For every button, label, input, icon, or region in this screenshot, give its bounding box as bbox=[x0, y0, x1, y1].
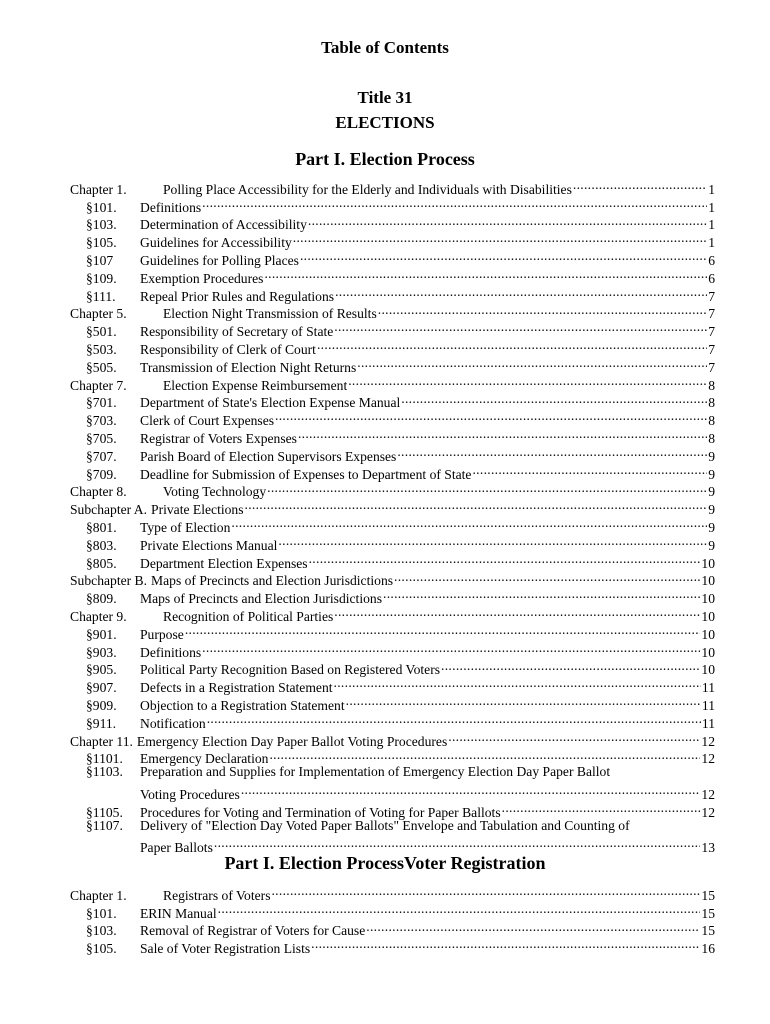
dot-leader bbox=[263, 265, 707, 283]
part-heading: Part I. Election Process bbox=[295, 149, 475, 169]
page-number: 9 bbox=[708, 519, 715, 535]
page-number: 1 bbox=[708, 235, 715, 251]
dot-leader bbox=[356, 354, 707, 372]
entry-label: Chapter 7. bbox=[70, 377, 127, 393]
dot-leader bbox=[292, 229, 707, 247]
entry-title: Polling Place Accessibility for the Elderly and Individuals with Disabilities bbox=[163, 181, 572, 197]
page-number: 7 bbox=[708, 324, 715, 340]
dot-leader bbox=[501, 799, 701, 817]
entry-title: Sale of Voter Registration Lists bbox=[140, 941, 311, 957]
entry-title: Emergency Declaration bbox=[140, 751, 269, 767]
dot-leader bbox=[345, 692, 701, 710]
dot-leader bbox=[572, 176, 707, 194]
dot-leader bbox=[307, 212, 707, 230]
entry-label: §805. bbox=[86, 555, 117, 571]
entry-title: Definitions bbox=[140, 644, 202, 660]
entry-label: §707. bbox=[86, 448, 117, 464]
page-number: 12 bbox=[701, 804, 715, 820]
entry-title: Recognition of Political Parties bbox=[163, 608, 334, 624]
page-number: 6 bbox=[708, 270, 715, 286]
entry-title: Transmission of Election Night Returns bbox=[140, 359, 357, 375]
dot-leader bbox=[334, 283, 707, 301]
page-number: 11 bbox=[701, 715, 715, 731]
dot-leader bbox=[396, 443, 707, 461]
page-number: 9 bbox=[708, 466, 715, 482]
entry-label: §803. bbox=[86, 537, 117, 553]
entry-title: Notification bbox=[140, 715, 206, 731]
toc-section-entry bbox=[70, 763, 715, 781]
entry-title: ERIN Manual bbox=[140, 905, 217, 921]
dot-leader bbox=[217, 900, 701, 918]
dot-leader bbox=[308, 550, 701, 568]
entry-title: Department Election Expenses bbox=[140, 555, 308, 571]
entry-title: Registrars of Voters bbox=[163, 887, 271, 903]
entry-label: Chapter 9. bbox=[70, 608, 127, 624]
page-number: 12 bbox=[701, 786, 715, 802]
entry-label: §105. bbox=[86, 235, 117, 251]
entry-title: Department of State's Election Expense Manual bbox=[140, 395, 401, 411]
page-number: 13 bbox=[701, 840, 715, 856]
entry-title: Election Night Transmission of Results bbox=[163, 306, 377, 322]
dot-leader bbox=[393, 568, 700, 586]
entry-label: §501. bbox=[86, 324, 117, 340]
entry-title: Preparation and Supplies for Implementation of Emergency Election Day Paper Ballot bbox=[140, 764, 611, 780]
entry-label: §1103. bbox=[86, 764, 123, 780]
entry-title: Guidelines for Polling Places bbox=[140, 252, 299, 268]
dot-leader bbox=[270, 882, 700, 900]
toc-section-entry-continuation bbox=[70, 781, 715, 802]
entry-label: §1101. bbox=[86, 751, 123, 767]
entry-label: §101. bbox=[86, 199, 117, 215]
dot-leader bbox=[447, 728, 700, 746]
toc-heading: Table of Contents bbox=[321, 38, 449, 57]
entry-label: §1105. bbox=[86, 804, 123, 820]
page-number: 8 bbox=[708, 377, 715, 393]
toc-section-entry-continuation bbox=[70, 834, 715, 856]
toc-section-entry bbox=[70, 817, 715, 835]
entry-title: Objection to a Registration Statement bbox=[140, 697, 345, 713]
entry-title: Parish Board of Election Supervisors Expenses bbox=[140, 448, 397, 464]
dot-leader bbox=[299, 247, 707, 265]
page-number: 11 bbox=[701, 697, 715, 713]
entry-label: §503. bbox=[86, 341, 117, 357]
page-number: 10 bbox=[701, 573, 715, 589]
entry-title-continued: Paper Ballots bbox=[140, 840, 213, 856]
entry-title: Voting Technology bbox=[163, 484, 267, 500]
dot-leader bbox=[277, 532, 707, 550]
entry-label: §809. bbox=[86, 591, 117, 607]
table-of-contents-part-2 bbox=[70, 882, 715, 957]
dot-leader bbox=[274, 407, 707, 425]
page-number: 6 bbox=[708, 252, 715, 268]
page-number: 7 bbox=[708, 341, 715, 357]
dot-leader bbox=[266, 479, 707, 497]
page-number: 15 bbox=[701, 887, 715, 903]
page-number: 8 bbox=[708, 413, 715, 429]
dot-leader bbox=[184, 621, 701, 639]
page-number: 8 bbox=[708, 395, 715, 411]
entry-title: Procedures for Voting and Termination of Voting for Paper Ballots bbox=[140, 804, 501, 820]
page-number: 10 bbox=[701, 591, 715, 607]
dot-leader bbox=[377, 301, 707, 319]
entry-title: Private Elections bbox=[151, 502, 244, 518]
entry-title: Determination of Accessibility bbox=[140, 217, 307, 233]
entry-title: Guidelines for Accessibility bbox=[140, 235, 292, 251]
dot-leader bbox=[333, 674, 701, 692]
entry-label: §705. bbox=[86, 430, 117, 446]
entry-label: §901. bbox=[86, 626, 117, 642]
page-number: 1 bbox=[708, 181, 715, 197]
dot-leader bbox=[297, 425, 707, 443]
page-number: 7 bbox=[708, 359, 715, 375]
page-number: 9 bbox=[708, 537, 715, 553]
entry-label: §505. bbox=[86, 359, 117, 375]
entry-title: Definitions bbox=[140, 199, 202, 215]
entry-label: §101. bbox=[86, 905, 117, 921]
dot-leader bbox=[471, 461, 707, 479]
entry-label: §111. bbox=[86, 288, 116, 304]
entry-label: Chapter 11. bbox=[70, 733, 133, 749]
entry-title: Responsibility of Clerk of Court bbox=[140, 341, 316, 357]
dot-leader bbox=[213, 834, 701, 852]
page-number: 7 bbox=[708, 288, 715, 304]
entry-title: Political Party Recognition Based on Registered Voters bbox=[140, 662, 441, 678]
entry-title: Private Elections Manual bbox=[140, 537, 278, 553]
entry-title: Delivery of "Election Day Voted Paper Ballots" Envelope and Tabulation and Counting of bbox=[140, 817, 630, 833]
page-number: 15 bbox=[701, 905, 715, 921]
page-number: 10 bbox=[701, 626, 715, 642]
entry-title: Defects in a Registration Statement bbox=[140, 680, 333, 696]
page-number: 8 bbox=[708, 430, 715, 446]
entry-label: §905. bbox=[86, 662, 117, 678]
entry-label: §107 bbox=[86, 252, 114, 268]
toc-chapter-entry bbox=[70, 882, 715, 903]
entry-title: Purpose bbox=[140, 626, 184, 642]
page-number: 10 bbox=[701, 644, 715, 660]
dot-leader bbox=[333, 603, 700, 621]
dot-leader bbox=[316, 336, 707, 354]
dot-leader bbox=[440, 657, 700, 675]
entry-title-continued: Voting Procedures bbox=[140, 786, 240, 802]
entry-label: §103. bbox=[86, 923, 117, 939]
entry-label: Chapter 8. bbox=[70, 484, 127, 500]
entry-title: Repeal Prior Rules and Regulations bbox=[140, 288, 335, 304]
entry-title: Maps of Precincts and Election Jurisdictions bbox=[151, 573, 394, 589]
dot-leader bbox=[268, 746, 700, 764]
entry-label: §801. bbox=[86, 519, 117, 535]
dot-leader bbox=[347, 372, 707, 390]
entry-title: Election Expense Reimbursement bbox=[163, 377, 348, 393]
page-number: 11 bbox=[701, 680, 715, 696]
page-number: 10 bbox=[701, 662, 715, 678]
page-number: 10 bbox=[701, 555, 715, 571]
page-number: 9 bbox=[708, 448, 715, 464]
page-number: 12 bbox=[701, 751, 715, 767]
dot-leader bbox=[333, 318, 707, 336]
part-heading-2: Part I. Election ProcessVoter Registration bbox=[224, 853, 546, 873]
entry-label: §109. bbox=[86, 270, 117, 286]
entry-title: Responsibility of Secretary of State bbox=[140, 324, 334, 340]
page-number: 9 bbox=[708, 502, 715, 518]
page-number: 1 bbox=[708, 217, 715, 233]
dot-leader bbox=[310, 935, 700, 953]
entry-label: §709. bbox=[86, 466, 117, 482]
entry-label: Chapter 1. bbox=[70, 181, 127, 197]
table-of-contents-part-1 bbox=[70, 176, 715, 856]
entry-label: §907. bbox=[86, 680, 117, 696]
page-number: 15 bbox=[701, 923, 715, 939]
entry-label: §105. bbox=[86, 941, 117, 957]
entry-label: Subchapter B. bbox=[70, 573, 148, 589]
dot-leader bbox=[365, 918, 700, 936]
page-number: 12 bbox=[701, 733, 715, 749]
entry-label: Chapter 1. bbox=[70, 887, 127, 903]
dot-leader bbox=[382, 585, 700, 603]
title-name: ELECTIONS bbox=[335, 113, 435, 132]
entry-label: §703. bbox=[86, 413, 117, 429]
entry-label: §103. bbox=[86, 217, 117, 233]
dot-leader bbox=[240, 781, 701, 799]
entry-title: Type of Election bbox=[140, 519, 231, 535]
entry-label: §911. bbox=[86, 715, 117, 731]
entry-label: Subchapter A. bbox=[70, 502, 148, 518]
page-number: 1 bbox=[708, 199, 715, 215]
page-number: 10 bbox=[701, 608, 715, 624]
dot-leader bbox=[201, 194, 707, 212]
entry-title: Clerk of Court Expenses bbox=[140, 413, 275, 429]
entry-label: §1107. bbox=[86, 817, 123, 833]
dot-leader bbox=[400, 390, 707, 408]
dot-leader bbox=[230, 514, 707, 532]
entry-title: Emergency Election Day Paper Ballot Voting Procedures bbox=[136, 733, 448, 749]
entry-title: Maps of Precincts and Election Jurisdictions bbox=[140, 591, 382, 607]
toc-chapter-entry bbox=[70, 176, 715, 197]
dot-leader bbox=[201, 639, 700, 657]
entry-label: §909. bbox=[86, 697, 117, 713]
entry-title: Removal of Registrar of Voters for Cause bbox=[140, 923, 366, 939]
page-number: 16 bbox=[701, 941, 715, 957]
entry-label: Chapter 5. bbox=[70, 306, 127, 322]
entry-title: Exemption Procedures bbox=[140, 270, 264, 286]
entry-title: Deadline for Submission of Expenses to Department of State bbox=[140, 466, 472, 482]
entry-label: §903. bbox=[86, 644, 117, 660]
dot-leader bbox=[206, 710, 701, 728]
page-number: 9 bbox=[708, 484, 715, 500]
page-number: 7 bbox=[708, 306, 715, 322]
entry-label: §701. bbox=[86, 395, 117, 411]
entry-title: Registrar of Voters Expenses bbox=[140, 430, 297, 446]
dot-leader bbox=[244, 496, 708, 514]
title-number: Title 31 bbox=[357, 88, 413, 107]
